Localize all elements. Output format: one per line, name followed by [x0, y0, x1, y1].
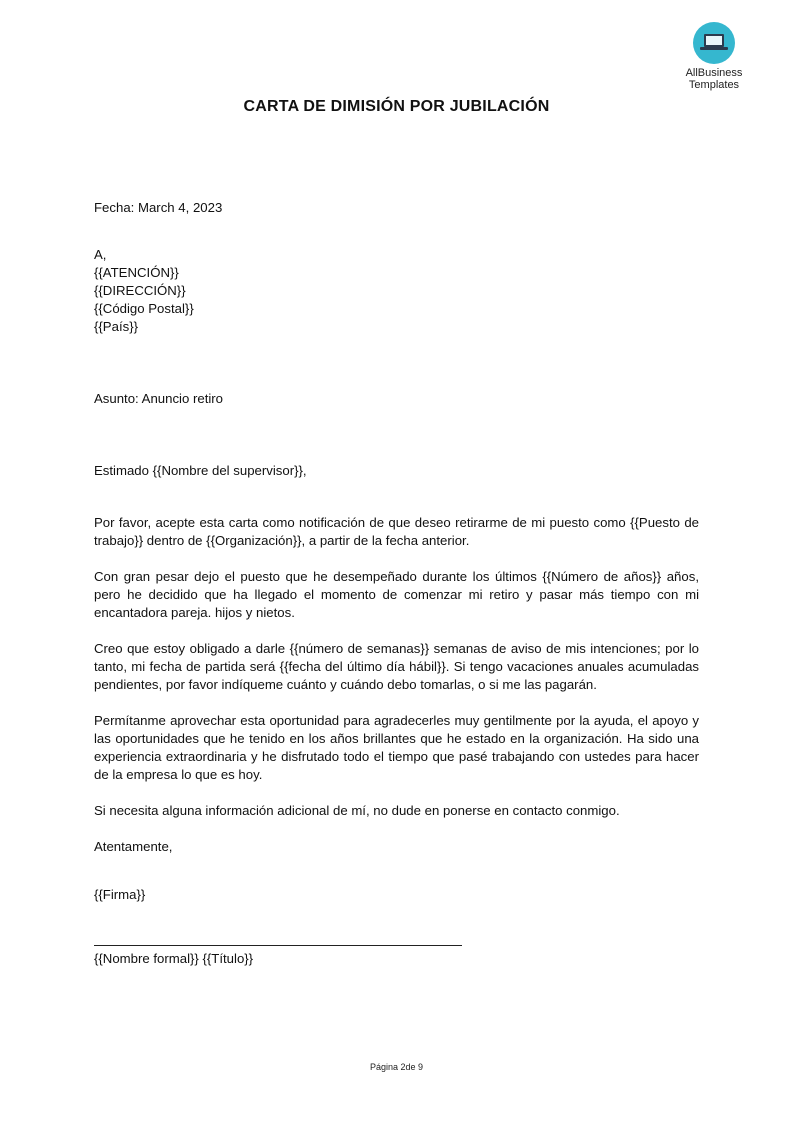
signature-placeholder: {{Firma}}: [94, 887, 146, 902]
body-paragraph-2: Con gran pesar dejo el puesto que he desempeñado durante los últimos {{Número de años}} años, pero he decidido que ha llegado el momento de comenzar mi retiro y pasar más tiempo con mi encantadora pareja. hijos y nietos.: [94, 569, 699, 620]
page-footer: Página 2de 9: [369, 1062, 424, 1072]
greeting: Estimado {{Nombre del supervisor}},: [94, 463, 307, 478]
signature-line: [94, 945, 462, 946]
logo-badge: [693, 22, 735, 64]
allbusiness-logo: [678, 22, 750, 91]
logo-line-2: Templates: [688, 79, 740, 91]
body-paragraph-4: Permítanme aprovechar esta oportunidad para agradecerles muy gentilmente por la ayuda, el apoyo y las oportunidades que he tenido en los años brillantes que he estado en la organización. Ha sido una experiencia extraordinaria y he disfrutado todo el tiempo que pasé trabajando con ustedes para hacer de la empresa lo que es hoy.: [94, 713, 699, 782]
body-paragraph-1: Por favor, acepte esta carta como notificación de que deseo retirarme de mi puesto como {{Puesto de trabajo}} dentro de {{Organización}}, a partir de la fecha anterior.: [94, 515, 699, 548]
recipient-salutation: A,: [94, 247, 107, 262]
recipient-country: {{País}}: [94, 319, 139, 334]
subject-line: Asunto: Anuncio retiro: [94, 391, 224, 406]
recipient-attention: {{ATENCIÓN}}: [94, 265, 179, 280]
body-paragraph-5: Si necesita alguna información adicional de mí, no dude en ponerse en contacto conmigo.: [94, 803, 620, 818]
date-line: Fecha: March 4, 2023: [94, 200, 223, 215]
closing: Atentamente,: [94, 839, 173, 854]
body-paragraph-3: Creo que estoy obligado a darle {{número de semanas}} semanas de aviso de mis intenciones; por lo tanto, mi fecha de partida será {{fecha del último día hábil}}. Si tengo vacaciones anuales acumuladas pendientes, por favor indíqueme cuánto y cuándo debo tomarlas, o si me las pagarán.: [94, 641, 699, 692]
recipient-postal-code: {{Código Postal}}: [94, 301, 194, 316]
laptop-base: [700, 47, 728, 50]
laptop-icon: [704, 34, 724, 47]
recipient-address: {{DIRECCIÓN}}: [94, 283, 186, 298]
name-title: {{Nombre formal}} {{Título}}: [94, 951, 254, 966]
document-title: CARTA DE DIMISIÓN POR JUBILACIÓN: [243, 98, 550, 115]
logo-line-1: AllBusiness: [685, 67, 743, 79]
logo-text: [678, 67, 750, 91]
recipient-block: [94, 246, 194, 336]
